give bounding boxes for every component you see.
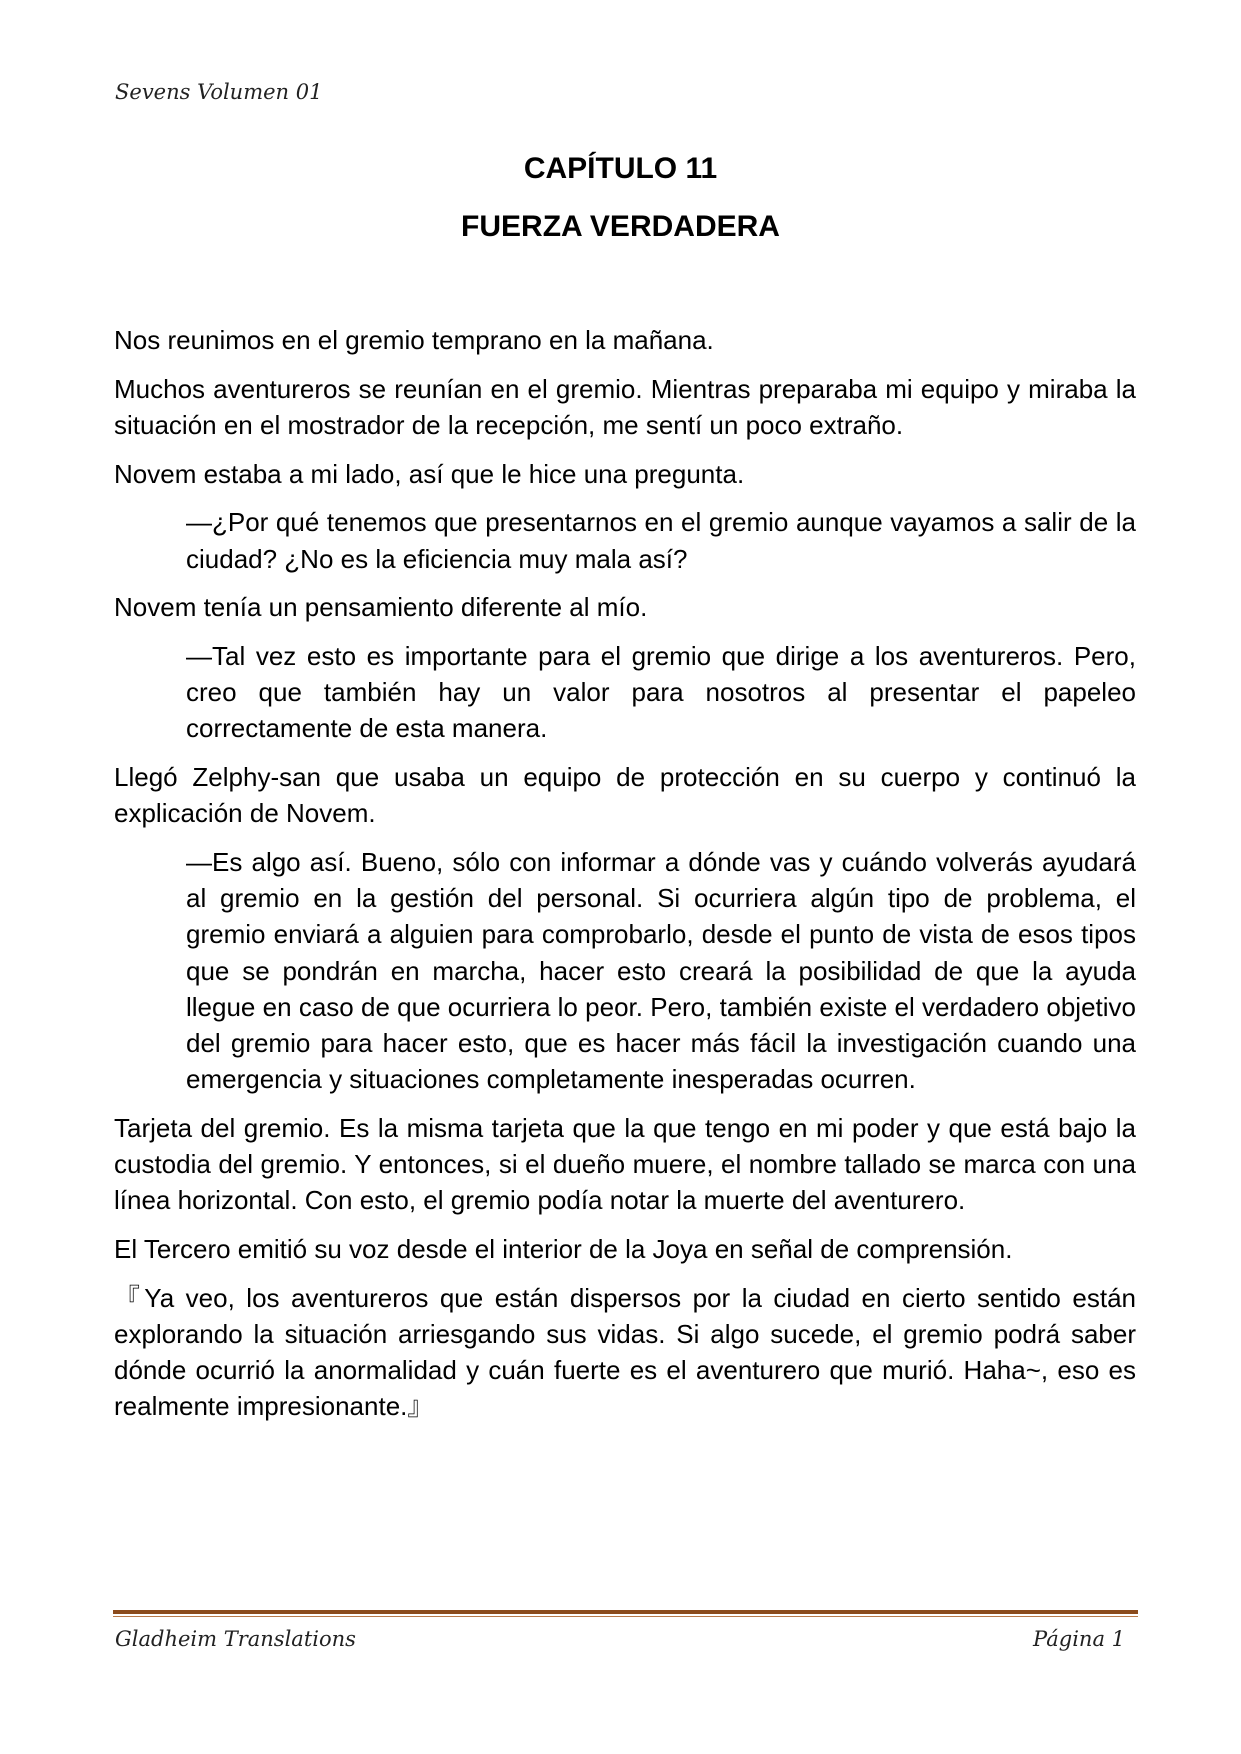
quote-paragraph: 『Ya veo, los aventureros que están dispersos por la ciudad en cierto sentido están explorando la situación arriesgando sus vidas. Si algo sucede, el gremio podrá saber dónde ocurrió la anormalidad y cuán fuerte es el aventurero que murió. Haha~, eso es realmente impresionante.』 bbox=[114, 1282, 1136, 1422]
footer-rule bbox=[113, 1610, 1138, 1614]
running-header: Sevens Volumen 01 bbox=[115, 80, 323, 104]
paragraph: Tarjeta del gremio. Es la misma tarjeta que la que tengo en mi poder y que está bajo la custodia del gremio. Y entonces, si el dueño muere, el nombre tallado se marca con una línea horizontal. Con esto, el gremio podía notar la muerte del aventurero. bbox=[114, 1112, 1136, 1216]
footer-rule-thin bbox=[113, 1616, 1138, 1617]
paragraph: Nos reunimos en el gremio temprano en la mañana. bbox=[114, 325, 714, 355]
chapter-title: FUERZA VERDADERA bbox=[461, 210, 780, 243]
dialogue-paragraph: —Es algo así. Bueno, sólo con informar a dónde vas y cuándo volverás ayudará al gremio en la gestión del personal. Si ocurriera algún tipo de problema, el gremio enviará a alguien para comprobarlo, desde el punto de vista de esos tipos que se pondrán en marcha, hacer esto creará la posibilidad de que la ayuda llegue en caso de que ocurriera lo peor. Pero, también existe el verdadero objetivo del gremio para hacer esto, que es hacer más fácil la investigación cuando una emergencia y situaciones completamente inesperadas ocurren. bbox=[186, 846, 1136, 1095]
paragraph: Muchos aventureros se reunían en el gremio. Mientras preparaba mi equipo y miraba la situación en el mostrador de la recepción, me sentí un poco extraño. bbox=[114, 373, 1136, 440]
dialogue-paragraph: —¿Por qué tenemos que presentarnos en el gremio aunque vayamos a salir de la ciudad? ¿No es la eficiencia muy mala así? bbox=[186, 507, 1136, 574]
dialogue-paragraph: —Tal vez esto es importante para el gremio que dirige a los aventureros. Pero, creo que también hay un valor para nosotros al presentar el papeleo correctamente de esta manera. bbox=[186, 640, 1136, 744]
page-number: Página 1 bbox=[1033, 1627, 1125, 1651]
paragraph: Novem tenía un pensamiento diferente al mío. bbox=[114, 592, 648, 623]
footer-translator: Gladheim Translations bbox=[115, 1627, 356, 1651]
paragraph: El Tercero emitió su voz desde el interior de la Joya en señal de comprensión. bbox=[114, 1233, 1013, 1264]
paragraph: Novem estaba a mi lado, así que le hice una pregunta. bbox=[114, 458, 745, 489]
paragraph: Llegó Zelphy-san que usaba un equipo de protección en su cuerpo y continuó la explicación de Novem. bbox=[114, 762, 1136, 829]
chapter-number: CAPÍTULO 11 bbox=[523, 152, 718, 185]
chapter-body bbox=[114, 322, 1136, 1437]
